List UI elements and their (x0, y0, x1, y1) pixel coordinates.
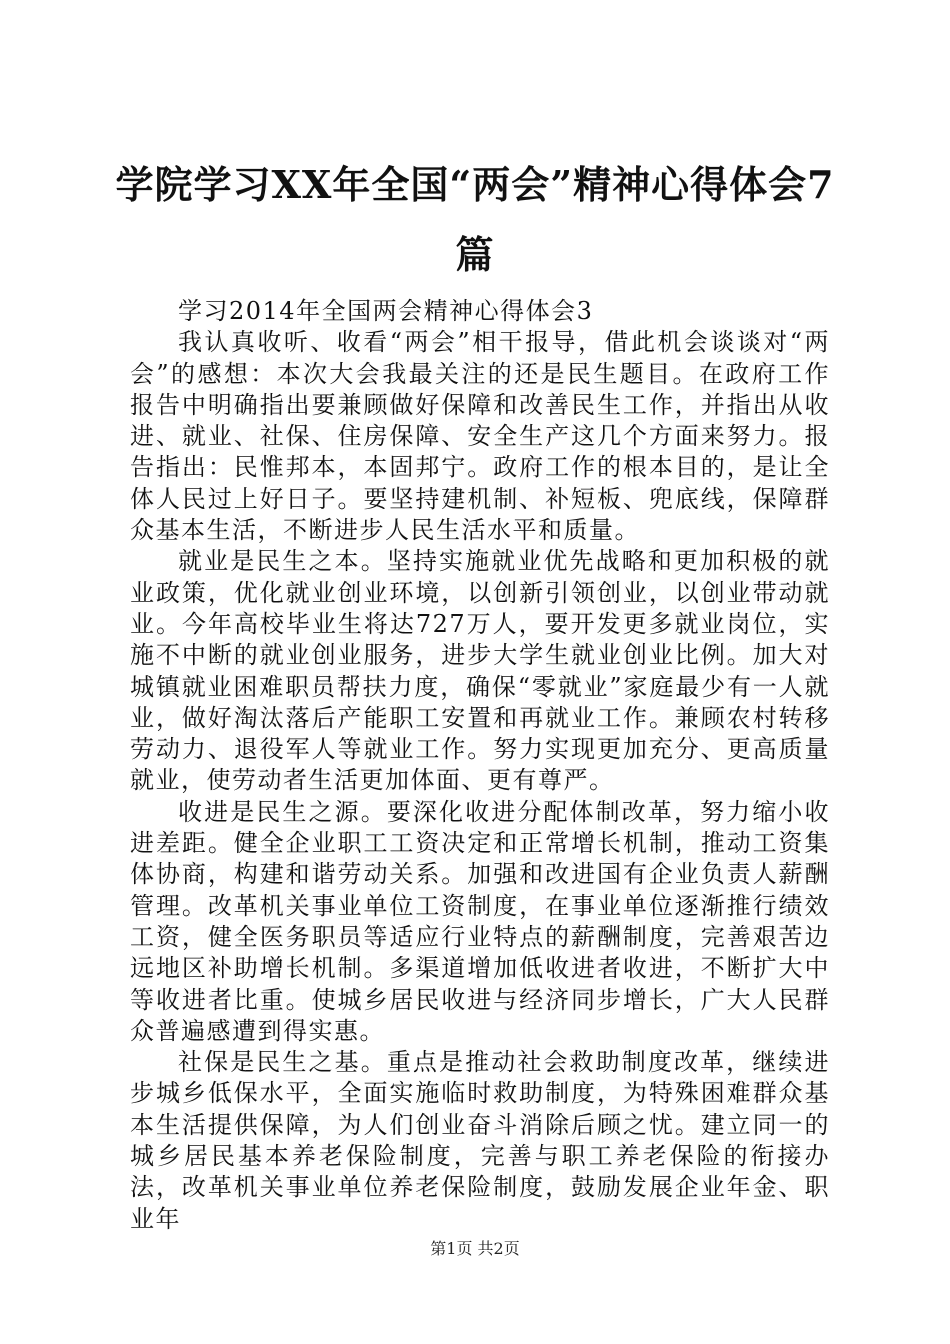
document-subtitle: 学习2014年全国两会精神心得体会3 (178, 297, 594, 325)
body-paragraph: 社保是民生之基。重点是推动社会救助制度改革，继续进步城乡低保水平，全面实施临时救助制度，为特殊困难群众基本生活提供保障，为人们创业奋斗消除后顾之忧。建立同一的城乡居民基本养老保险制度，完善与职工养老保险的衔接办法，改革机关事业单位养老保险制度，鼓励发展企业年金、职业年 (130, 1048, 830, 1233)
document-body (130, 296, 830, 1235)
body-paragraph: 我认真收听、收看“两会”相干报导，借此机会谈谈对“两会”的感想：本次大会我最关注的还是民生题目。在政府工作报告中明确指出要兼顾做好保障和改善民生工作，并指出从收进、就业、社保、住房保障、安全生产这几个方面来努力。报告指出：民惟邦本，本固邦宁。政府工作的根本目的，是让全体人民过上好日子。要坚持建机制、补短板、兜底线，保障群众基本生活，不断进步人民生活水平和质量。 (130, 328, 830, 545)
document-title: 学院学习XX年全国“两会”精神心得体会7篇 (115, 162, 835, 277)
body-paragraph: 收进是民生之源。要深化收进分配体制改革，努力缩小收进差距。健全企业职工工资决定和正常增长机制，推动工资集体协商，构建和谐劳动关系。加强和改进国有企业负责人薪酬管理。改革机关事业单位工资制度，在事业单位逐渐推行绩效工资，健全医务职员等适应行业特点的薪酬制度，完善艰苦边远地区补助增长机制。多渠道增加低收进者收进，不断扩大中等收进者比重。使城乡居民收进与经济同步增长，广大人民群众普遍感遭到得实惠。 (130, 797, 830, 1045)
body-paragraph: 就业是民生之本。坚持实施就业优先战略和更加积极的就业政策，优化就业创业环境，以创新引领创业，以创业带动就业。今年高校毕业生将达727万人，要开发更多就业岗位，实施不中断的就业创业服务，进步大学生就业创业比例。加大对城镇就业困难职员帮扶力度，确保“零就业”家庭最少有一人就业，做好淘汰落后产能职工安置和再就业工作。兼顾农村转移劳动力、退役军人等就业工作。努力实现更加充分、更高质量就业，使劳动者生活更加体面、更有尊严。 (130, 547, 830, 795)
page-footer: 第1页 共2页 (430, 1239, 520, 1258)
